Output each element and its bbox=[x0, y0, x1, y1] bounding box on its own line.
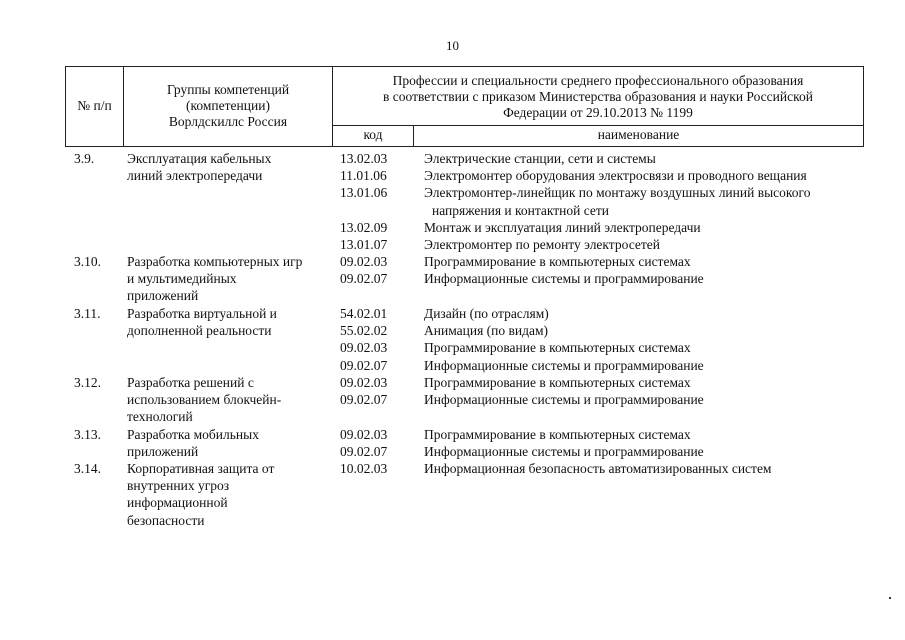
profession-names bbox=[424, 305, 869, 374]
group-line: Разработка решений с bbox=[127, 375, 254, 390]
profession-name-continuation: напряжения и контактной сети bbox=[432, 202, 610, 218]
profession-codes bbox=[340, 374, 414, 408]
profession-codes bbox=[340, 253, 414, 287]
header-group-line: (компетенции) bbox=[186, 98, 270, 113]
profession-code: 09.02.07 bbox=[340, 392, 388, 408]
group-line: приложений bbox=[127, 288, 199, 304]
profession-code: 13.01.06 bbox=[340, 185, 388, 201]
profession-code: 13.01.07 bbox=[340, 237, 388, 253]
table-header bbox=[65, 66, 864, 147]
profession-name: Программирование в компьютерных системах bbox=[424, 375, 691, 390]
header-name: наименование bbox=[597, 127, 680, 142]
header-divider bbox=[332, 125, 863, 126]
group-line: Эксплуатация кабельных bbox=[127, 151, 272, 166]
group-line: линий электропередачи bbox=[127, 168, 263, 184]
group-line: использованием блокчейн- bbox=[127, 392, 282, 408]
competency-group bbox=[127, 305, 332, 339]
profession-name: Электромонтер-линейщик по монтажу воздушных линий высокого bbox=[424, 185, 811, 201]
row-number: 3.11. bbox=[74, 306, 101, 321]
scan-speck bbox=[889, 597, 891, 599]
profession-codes bbox=[340, 150, 414, 253]
profession-code: 55.02.02 bbox=[340, 323, 388, 339]
row-number: 3.14. bbox=[74, 461, 101, 476]
profession-name: Программирование в компьютерных системах bbox=[424, 340, 691, 356]
group-line: информационной bbox=[127, 495, 228, 511]
profession-names bbox=[424, 253, 869, 287]
row-number: 3.12. bbox=[74, 375, 101, 390]
row-number: 3.10. bbox=[74, 254, 101, 269]
profession-code: 09.02.07 bbox=[340, 357, 388, 373]
profession-names bbox=[424, 460, 869, 477]
row-number: 3.9. bbox=[74, 151, 95, 166]
header-group-line: Группы компетенций bbox=[166, 82, 290, 97]
profession-name: Программирование в компьютерных системах bbox=[424, 427, 691, 442]
group-line: приложений bbox=[127, 444, 199, 460]
profession-name: Электромонтер по ремонту электросетей bbox=[424, 237, 660, 253]
profession-name: Информационная безопасность автоматизированных систем bbox=[424, 461, 772, 476]
profession-name: Анимация (по видам) bbox=[424, 323, 549, 339]
profession-code: 09.02.07 bbox=[340, 271, 388, 287]
profession-name: Информационные системы и программирование bbox=[424, 271, 704, 287]
competency-group bbox=[127, 426, 332, 460]
profession-codes bbox=[340, 460, 414, 477]
profession-code: 10.02.03 bbox=[340, 461, 388, 476]
header-group bbox=[124, 82, 332, 130]
group-line: и мультимедийных bbox=[127, 271, 237, 287]
header-group-line: Ворлдскиллс Россия bbox=[168, 114, 288, 129]
page-number: 10 bbox=[446, 38, 459, 53]
profession-name: Монтаж и эксплуатация линий электропередачи bbox=[424, 219, 701, 235]
profession-code: 13.02.03 bbox=[340, 151, 388, 166]
group-line: дополненной реальности bbox=[127, 323, 272, 339]
profession-codes bbox=[340, 305, 414, 374]
profession-name: Информационные системы и программирование bbox=[424, 357, 704, 373]
profession-code: 09.02.07 bbox=[340, 444, 388, 460]
row-number: 3.13. bbox=[74, 427, 101, 442]
competency-group bbox=[127, 460, 332, 529]
profession-names bbox=[424, 150, 869, 253]
header-professions-line: Федерации от 29.10.2013 № 1199 bbox=[503, 105, 693, 120]
profession-names bbox=[424, 426, 869, 460]
profession-codes bbox=[340, 426, 414, 460]
profession-name: Информационные системы и программирование bbox=[424, 392, 704, 408]
profession-name: Программирование в компьютерных системах bbox=[424, 254, 691, 269]
group-line: Корпоративная защита от bbox=[127, 461, 275, 476]
group-line: Разработка компьютерных игр bbox=[127, 254, 303, 269]
profession-name: Электромонтер оборудования электросвязи и проводного вещания bbox=[424, 168, 807, 184]
group-line: безопасности bbox=[127, 512, 205, 528]
header-professions bbox=[333, 73, 863, 121]
profession-code: 09.02.03 bbox=[340, 340, 388, 356]
profession-code: 54.02.01 bbox=[340, 306, 388, 321]
header-professions-line: Профессии и специальности среднего профессионального образования bbox=[392, 73, 804, 88]
profession-name: Электрические станции, сети и системы bbox=[424, 151, 656, 166]
profession-code: 13.02.09 bbox=[340, 219, 388, 235]
competency-group bbox=[127, 374, 332, 426]
header-code: код bbox=[363, 127, 383, 142]
profession-code: 09.02.03 bbox=[340, 375, 388, 390]
profession-code: 11.01.06 bbox=[340, 168, 387, 184]
profession-names bbox=[424, 374, 869, 408]
group-line: Разработка мобильных bbox=[127, 427, 259, 442]
group-line: Разработка виртуальной и bbox=[127, 306, 277, 321]
profession-name: Дизайн (по отраслям) bbox=[424, 306, 549, 321]
competency-group bbox=[127, 150, 332, 184]
profession-code: 09.02.03 bbox=[340, 254, 388, 269]
header-num: № п/п bbox=[77, 98, 112, 113]
profession-name: Информационные системы и программирование bbox=[424, 444, 704, 460]
group-line: внутренних угроз bbox=[127, 478, 230, 494]
profession-code: 09.02.03 bbox=[340, 427, 388, 442]
competency-group bbox=[127, 253, 332, 305]
group-line: технологий bbox=[127, 409, 193, 425]
header-professions-line: в соответствии с приказом Министерства образования и науки Российской bbox=[383, 89, 813, 104]
